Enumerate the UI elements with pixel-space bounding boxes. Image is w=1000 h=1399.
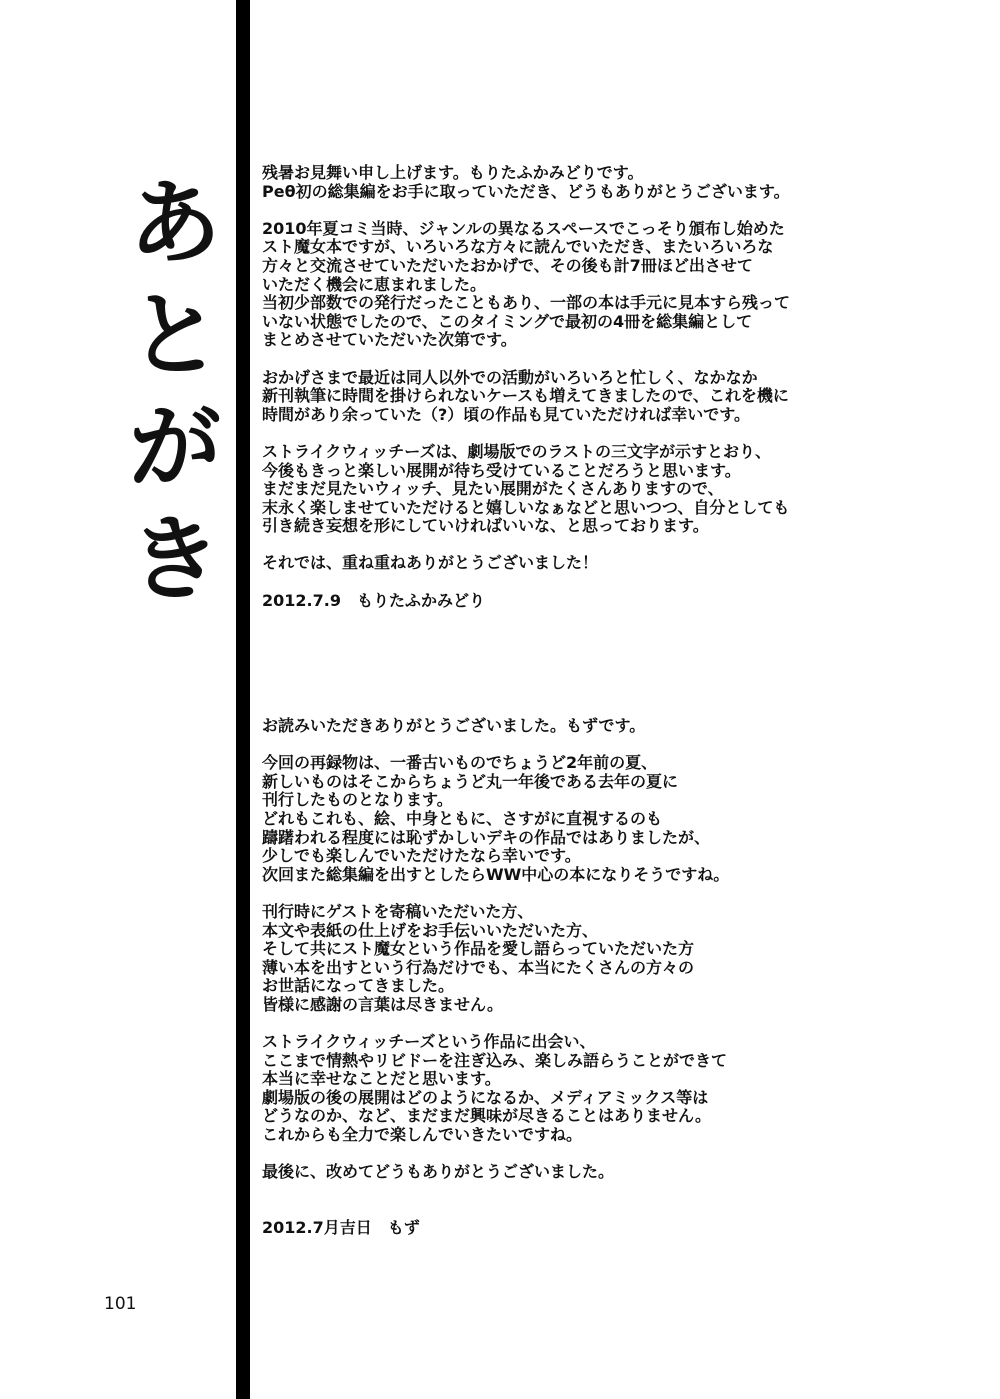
text-line: いただく機会に恵まれました。 <box>262 274 487 294</box>
text-line: 新刊執筆に時間を掛けられないケースも増えてきましたので、これを機に <box>262 386 789 406</box>
afterword-morita <box>262 164 882 610</box>
paragraph-gap <box>262 573 882 592</box>
text-line: 当初少部数での発行だったこともあり、一部の本は手元に見本すら残って <box>262 293 791 313</box>
text-line: どうなのか、など、まだまだ興味が尽きることはありません。 <box>262 1106 711 1126</box>
text-line: いない状態でしたので、このタイミングで最初の4冊を総集編として <box>262 311 753 331</box>
text-line: お読みいただきありがとうございました。もずです。 <box>262 716 646 735</box>
text-line: これからも全力で楽しんでいきたいですね。 <box>262 1125 583 1145</box>
text-line: どれもこれも、絵、中身ともに、さすがに直視するのも <box>262 808 663 828</box>
text-line: 刊行したものとなります。 <box>262 790 453 810</box>
title-char: き <box>128 506 221 613</box>
paragraph-gap <box>262 536 882 555</box>
text-line: まとめさせていただいた次第です。 <box>262 330 517 350</box>
text-line: 2012.7.9 もりたふかみどり <box>262 590 485 610</box>
text-line: 新しいものはそこからちょうど丸一年後である去年の夏に <box>262 771 679 791</box>
paragraph-gap <box>262 350 882 369</box>
text-line: 2010年夏コミ当時、ジャンルの異なるスペースでこっそり頒布し始めた <box>262 218 785 238</box>
text-line: 刊行時にゲストを寄稿いただいた方、 <box>262 901 534 921</box>
text-line: 方々と交流させていただいたおかげで、その後も計7冊ほど出させて <box>262 255 753 275</box>
text-line: 次回また総集編を出すとしたらWW中心の本になりそうですね。 <box>262 864 730 884</box>
page-number: 101 <box>104 1294 137 1314</box>
paragraph-gap <box>262 1200 882 1219</box>
text-line: 皆様に感謝の言葉は尽きません。 <box>262 994 503 1014</box>
afterword-mozu <box>262 717 882 1238</box>
title-char: が <box>128 394 221 501</box>
text-line: ここまで情熱やリビドーを注ぎ込み、楽しみ語らうことができて <box>262 1050 727 1070</box>
text-line: 少しでも楽しんでいただけたなら幸いです。 <box>262 846 581 866</box>
text-line: 躊躇われる程度には恥ずかしいデキの作品ではありましたが、 <box>262 827 711 847</box>
text-line: まだまだ見たいウィッチ、見たい展開がたくさんありますので、 <box>262 479 724 499</box>
title-char: と <box>128 282 221 389</box>
text-line: それでは、重ね重ねありがとうございました！ <box>262 553 599 573</box>
text-line: 最後に、改めてどうもありがとうございました。 <box>262 1162 615 1182</box>
text-line: 薄い本を出すという行為だけでも、本当にたくさんの方々の <box>262 957 695 977</box>
paragraph-gap <box>262 1182 882 1201</box>
text-line: ストライクウィッチーズは、劇場版でのラストの三文字が示すとおり、 <box>262 441 771 461</box>
paragraph-gap <box>262 884 882 903</box>
paragraph-gap <box>262 1145 882 1164</box>
text-line: お世話になってきました。 <box>262 976 455 996</box>
text-line: 劇場版の後の展開はどのようになるか、メディアミックス等は <box>262 1087 709 1107</box>
paragraph-gap <box>262 736 882 755</box>
paragraph-gap <box>262 1015 882 1034</box>
text-line: ストライクウィッチーズという作品に出会い、 <box>262 1032 596 1052</box>
title-char: あ <box>128 170 221 277</box>
text-line: 2012.7月吉日 もず <box>262 1218 420 1238</box>
text-line: 時間があり余っていた（?）頃の作品も見ていただければ幸いです。 <box>262 404 751 424</box>
text-line: 本当に幸せなことだと思います。 <box>262 1069 501 1089</box>
text-line: 残暑お見舞い申し上げます。もりたふかみどりです。 <box>262 163 644 182</box>
text-line: Peθ初の総集編をお手に取っていただき、どうもありがとうございます。 <box>262 181 790 201</box>
vertical-divider-bar <box>236 0 250 1399</box>
text-line: 引き続き妄想を形にしていければいいな、と思っております。 <box>262 516 709 536</box>
text-line: そして共にスト魔女という作品を愛し語らっていただいた方 <box>262 939 695 959</box>
text-line: スト魔女本ですが、いろいろな方々に読んでいただき、またいろいろな <box>262 237 774 257</box>
text-line: 本文や表紙の仕上げをお手伝いいただいた方、 <box>262 920 599 940</box>
text-line: 末永く楽しませていただけると嬉しいなぁなどと思いつつ、自分としても <box>262 497 790 517</box>
page-title <box>120 168 230 616</box>
paragraph-gap <box>262 201 882 220</box>
text-line: 今回の再録物は、一番古いものでちょうど2年前の夏、 <box>262 753 658 773</box>
text-line: おかげさまで最近は同人以外での活動がいろいろと忙しく、なかなか <box>262 367 758 387</box>
paragraph-gap <box>262 424 882 443</box>
text-line: 今後もきっと楽しい展開が待ち受けていることだろうと思います。 <box>262 460 741 480</box>
